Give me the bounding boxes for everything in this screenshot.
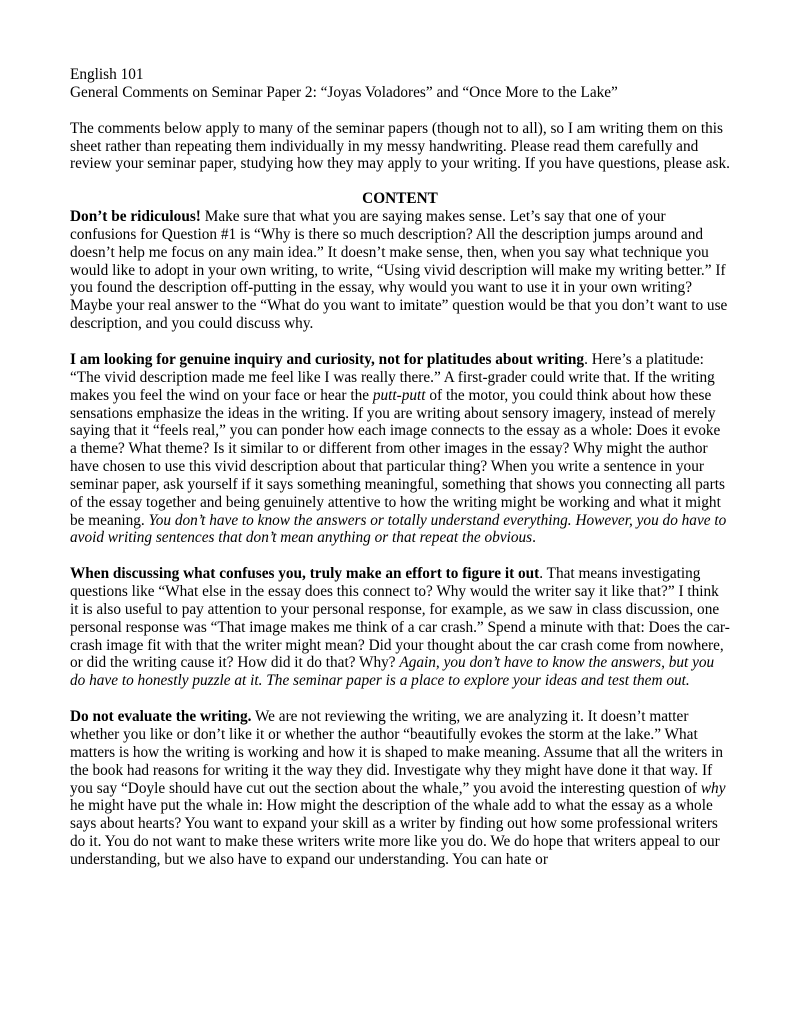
paragraph-body: of the motor, you could think about how these sensations emphasize the ideas in the writing. If you are writing about sensory imagery, instead of merely saying that it “feels real,” you can ponder how each image connects to the essay as a whole: Does it evoke a theme? What theme? Is it similar to or different from other images in the essay? Why might the author have chosen to use this vivid description about that particular thing? When you write a sentence in your seminar paper, ask yourself if it says something meaningful, something that shows you connecting all parts of the essay together and being genuinely attentive to how the writing might be working and what it might be meaning. bbox=[70, 386, 725, 529]
paragraph-end: . bbox=[532, 529, 536, 547]
paragraph-body: Make sure that what you are saying makes sense. Let’s say that one of your confusions for Question #1 is “Why is there so much description? All the description jumps around and doesn’t help me focus on any main idea.” It doesn’t make sense, then, when you say what technique you would like to adopt in your own writing, to write, “Using vivid description will make my writing better.” If you found the description off-putting in the essay, why would you want to use it in your own writing? Maybe your real answer to the “What do you want to imitate” question would be that you don’t want to use description, and you could discuss why. bbox=[70, 208, 728, 333]
paragraph-lead: Do not evaluate the writing. bbox=[70, 708, 252, 726]
course-name: English 101 bbox=[70, 66, 144, 83]
section-heading-content: CONTENT bbox=[362, 190, 438, 208]
paragraph-italic-note: You don’t have to know the answers or totally understand everything. However, you do have to avoid writing sentences that don’t mean anything or that repeat the obvious bbox=[70, 511, 727, 547]
document-page bbox=[70, 66, 730, 869]
paragraph-do-not-evaluate bbox=[70, 708, 730, 869]
intro-paragraph: The comments below apply to many of the seminar papers (though not to all), so I am writing them on this sheet rather than repeating them individually in my messy handwriting. Please read them carefully and review your seminar paper, studying how they may apply to your writing. If you have questions, please ask. bbox=[70, 119, 730, 173]
paragraph-body: . That means investigating questions like “What else in the essay does this connect to? Why would the writer say it like that?” I think it is also useful to pay attention to your personal response, for example, as we saw in class discussion, one personal response was “That image makes me think of a car crash.” Spend a minute with that: Does the car-crash image fit with that the writer might mean? Did your thought about the car crash come from nowhere, or did the writing cause it? How did it do that? Why? bbox=[70, 565, 730, 672]
paragraph-dont-be-ridiculous bbox=[70, 208, 730, 333]
paragraph-italic-note: Again, you don’t have to know the answers, but you do have to honestly puzzle at it. The seminar paper is a place to explore your ideas and test them out. bbox=[70, 654, 715, 690]
paragraph-italic-term: putt-putt bbox=[372, 386, 426, 404]
paragraph-italic-term: why bbox=[700, 779, 726, 797]
document-title: General Comments on Seminar Paper 2: “Joyas Voladores” and “Once More to the Lake” bbox=[70, 83, 618, 101]
paragraph-genuine-inquiry bbox=[70, 351, 730, 547]
paragraph-body: he might have put the whale in: How might the description of the whale add to what the essay as a whole says about hearts? You want to expand your skill as a writer by finding out how some professional writers do it. You do not want to make these writers write more like you do. We do hope that writers appeal to our understanding, but we also have to expand our understanding. You can hate or bbox=[70, 797, 720, 868]
paragraph-lead: I am looking for genuine inquiry and curiosity, not for platitudes about writing bbox=[70, 350, 585, 368]
paragraph-discussing-confusion bbox=[70, 565, 730, 690]
paragraph-body: We are not reviewing the writing, we are analyzing it. It doesn’t matter whether you like or don’t like it or whether the author “beautifully evokes the storm at the lake.” What matters is how the writing is working and how it is shaped to make meaning. Assume that all the writers in the book had reasons for writing it the way they did. Investigate why they might have done it that way. If you say “Doyle should have cut out the section about the whale,” you avoid the interesting question of bbox=[70, 708, 723, 797]
paragraph-lead: When discussing what confuses you, truly make an effort to figure it out bbox=[70, 565, 540, 583]
paragraph-lead: Don’t be ridiculous! bbox=[70, 208, 201, 226]
document-header bbox=[70, 66, 730, 102]
paragraph-body: . Here’s a platitude: “The vivid description made me feel like I was really there.” A first-grader could write that. If the writing makes you feel the wind on your face or hear the bbox=[70, 350, 715, 404]
